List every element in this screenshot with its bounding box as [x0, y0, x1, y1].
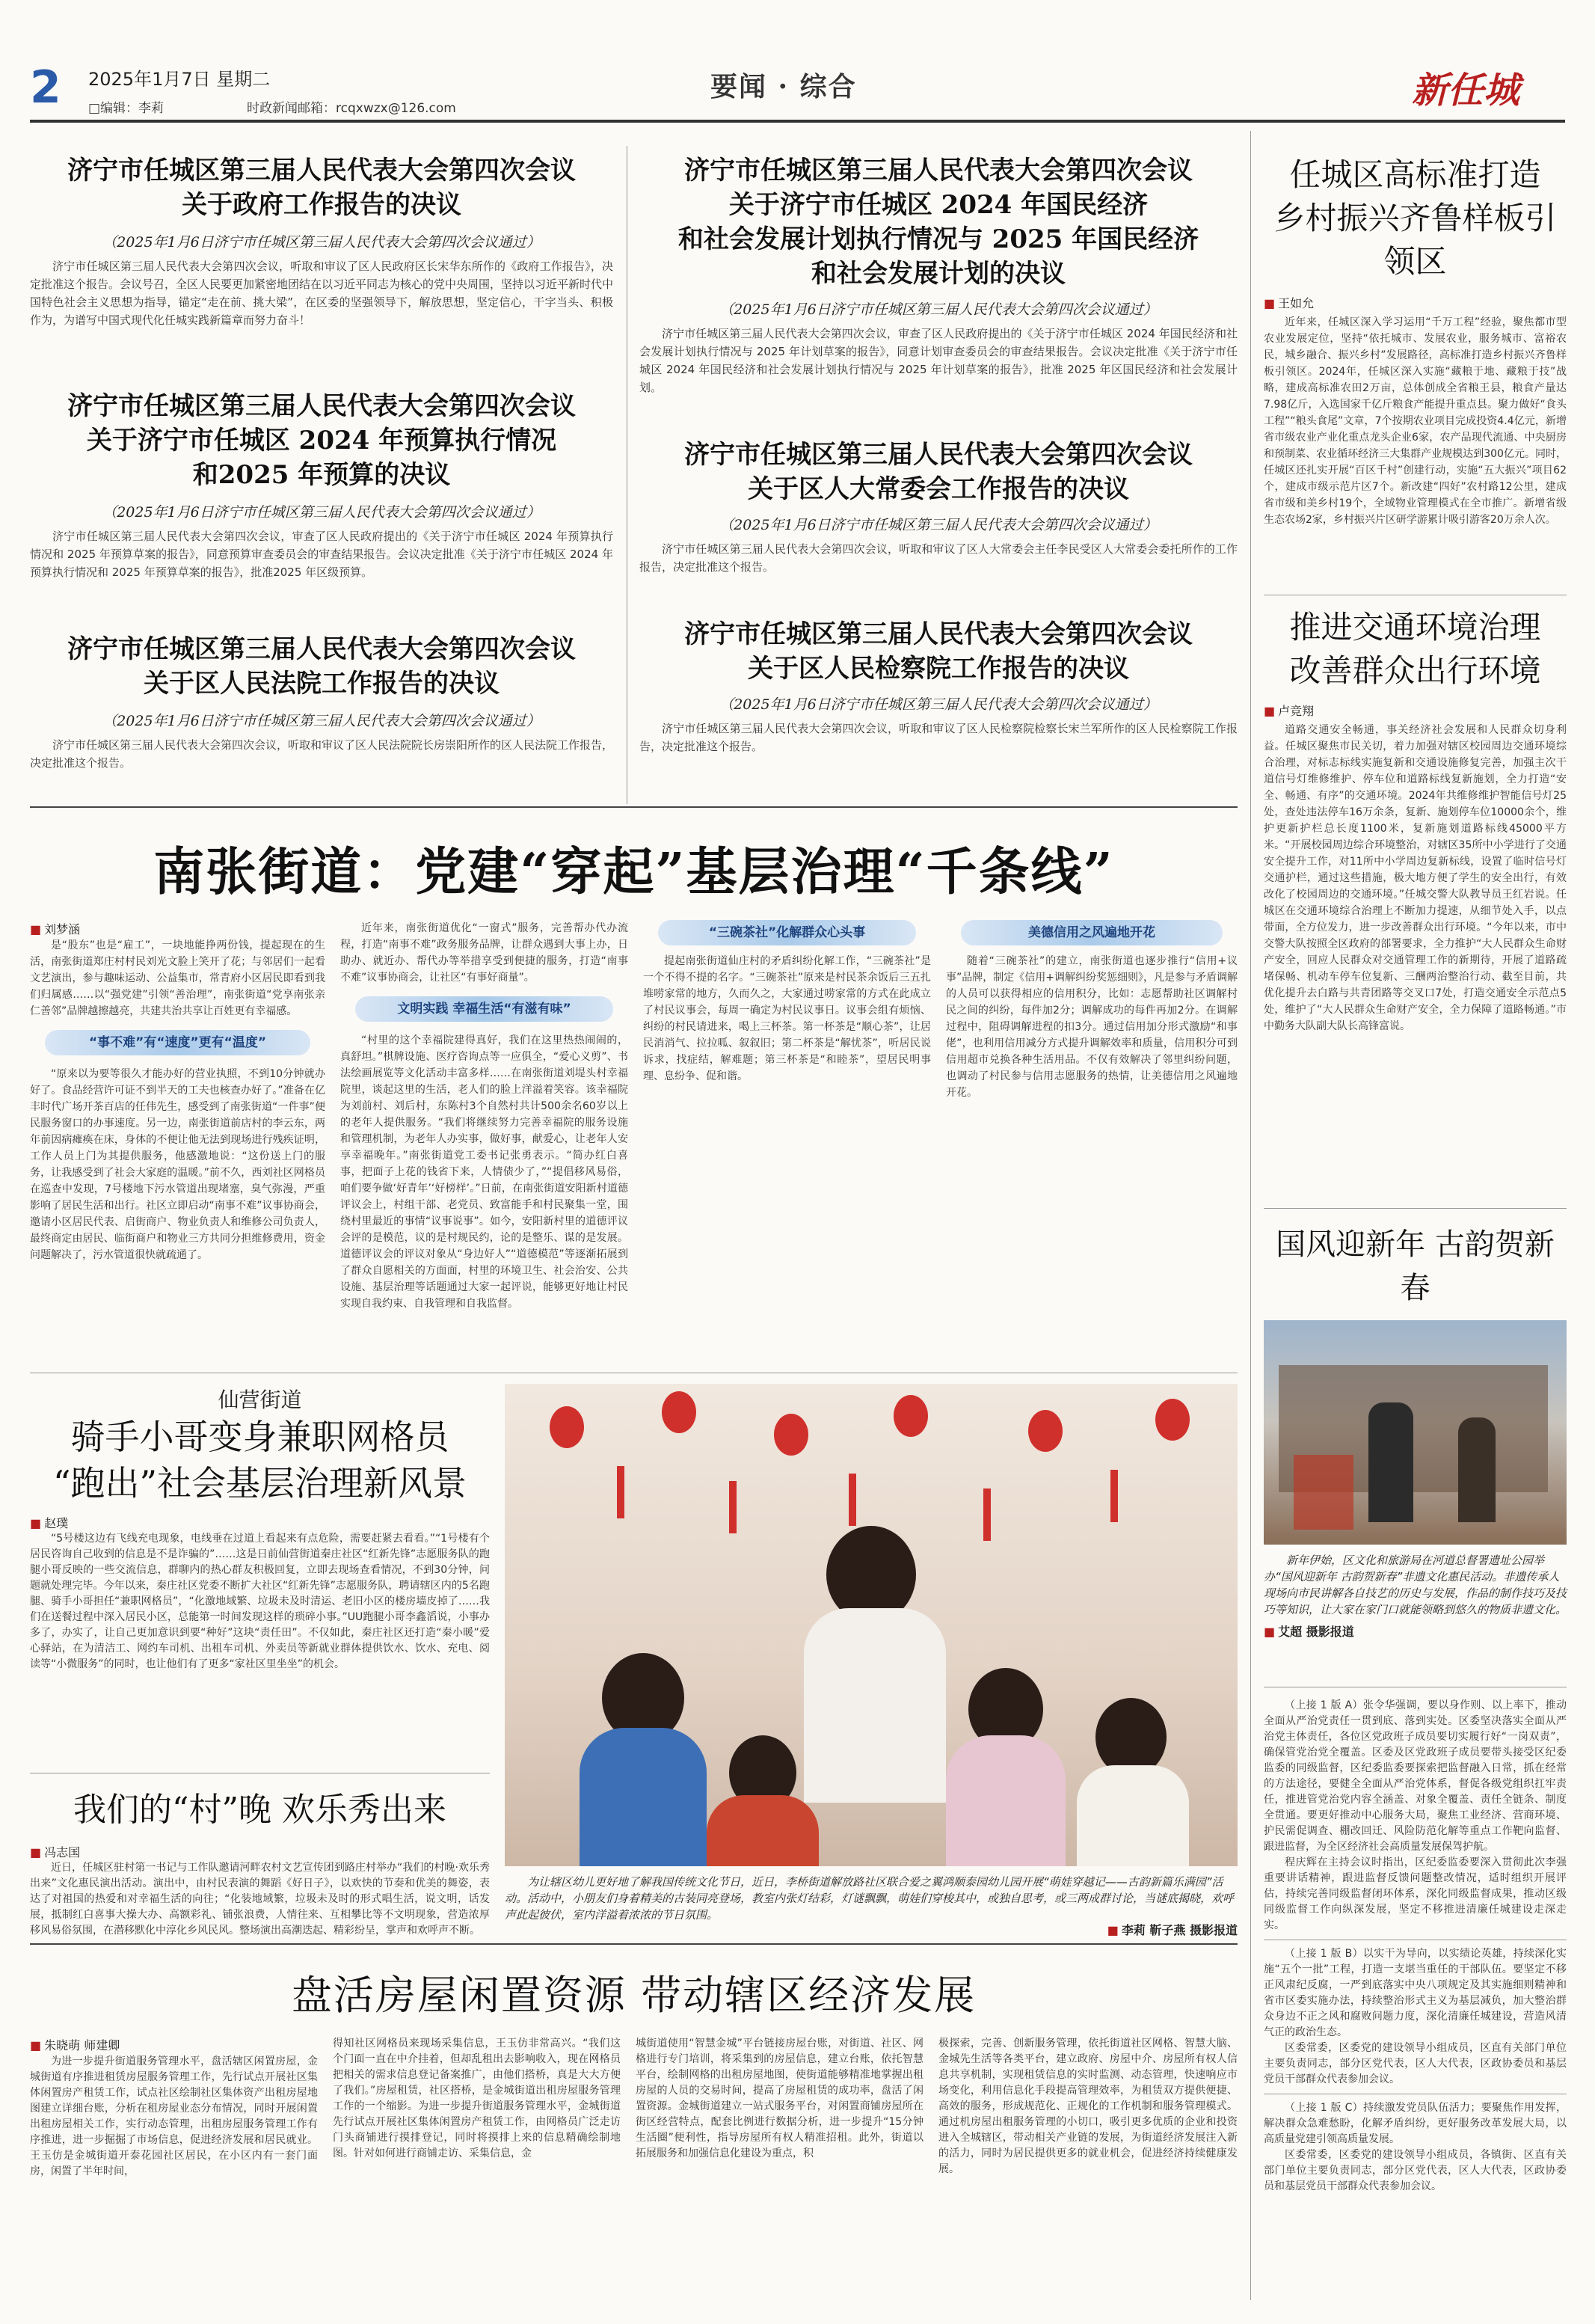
- resolution-body: 济宁市任城区第三届人民代表大会第四次会议，听取和审议了区人大常委会主任李民受区人大常委会委托所作的工作报告，决定批准这个报告。: [639, 542, 1238, 574]
- resolution-date: （2025年1月6日济宁市任城区第三届人民代表大会第四次会议通过）: [719, 301, 1158, 318]
- continued-para: 区委常委，区委党的建设领导小组成员，区直有关部门单位主要负责同志，部分区党代表，区人大代表，区政协委员和基层党员干部群众代表参加会议。: [1264, 2042, 1567, 2085]
- resolution-body: 济宁市任城区第三届人民代表大会第四次会议，审查了区人民政府提出的《关于济宁市任城区 2024 年国民经济和社会发展计划执行情况与 2025 年计划草案的报告》，同意计划审查委员会的审查结果报告。会议决定批准《关于济宁市任城区 2024 年国民经济和社会发展计划执行情况与 2025 年计划草案的报告》，批准 2025 年区国民经济和社会发展计划。: [639, 327, 1238, 394]
- story-divider: [30, 1943, 1238, 1945]
- side-story-rural: [1264, 153, 1567, 528]
- resolution-budget: [30, 389, 613, 581]
- story-headline: 骑手小哥变身兼职网格员: [70, 1417, 449, 1457]
- side-headline: 改善群众出行环境: [1289, 652, 1541, 689]
- feature-subhead: “事不难”有“速度”更有“温度”: [45, 1030, 310, 1055]
- section-title: 要闻 · 综合: [710, 71, 857, 102]
- resolution-procuratorate: [639, 617, 1238, 755]
- resolution-date: （2025年1月6日济宁市任城区第三届人民代表大会第四次会议通过）: [719, 696, 1158, 713]
- side-divider: [1264, 1208, 1567, 1209]
- author: ■ 卢竞翔: [1264, 702, 1567, 719]
- story-body: “5号楼这边有飞线充电现象，电线垂在过道上看起来有点危险，需要赶紧去看看。”“1号楼有个居民咨询自己收到的信息是不是诈骗的”……这是日前仙营街道秦庄社区“红新先锋”志愿服务队的跑腿小哥反映的一些交流信息，群聊内的热心群友积极回复，立即去现场查看情况，不到30分钟，问题就处理完毕。今年以来，秦庄社区党委不断扩大社区“红新先锋”志愿服务队，聘请辖区内的5名跑腿、骑手小哥担任“兼职网格员”，“化激地域繁、垃圾未及时清运、老旧小区的楼房墙皮掉了……我们在送餐过程中深入居民小区，总能第一时间发现这样的琐碎小事。”UU跑腿小哥李鑫滔说，小事办多了，办实了，让自己更加意识到要“种好”这块“责任田”。不仅如此，秦庄社区还打造“秦小暖”爱心驿站，在为清洁工、网约车司机、出租车司机、外卖员等新就业群体提供饮水、饮水、充电、阅读等“小微服务”的同时，也让他们有了更多“家社区里坐坐”的机会。: [30, 1533, 490, 1670]
- story-body: 近日，任城区驻村第一书记与工作队邀请河畔农村文艺宣传团到路庄村举办“我们的村晚·欢乐秀出来”文化惠民演出活动。演出中，由村民表演的舞蹈《好日子》，以欢快的节奏和优美的舞姿，表达了对祖国的热爱和对幸福生活的向往；“化装地域繁，垃圾未及时的形式唱生活，说文明，话发展，抵制红白喜事大操大办、高额彩礼、铺张浪费，人情往来、互相攀比等不文明现象，营造浓厚移风易俗氛围，在潜移默化中淳化乡风民风。整场演出高潮迭起、精彩纷呈，掌声和欢呼声不断。: [30, 1862, 490, 1937]
- author: ■ 冯志国: [30, 1843, 490, 1860]
- resolution-gov-report: [30, 153, 613, 329]
- photo-caption: 新年伊始，区文化和旅游局在河道总督署遗址公园举办“国风迎新年 古韵贺新春”非遗文化惠民活动。非遗传承人现场向市民讲解各自技艺的历史与发展，作品的制作技巧及技巧等知识，让大家在家门口就能领略到悠久的物质非遗文化。: [1264, 1554, 1567, 1616]
- resolution-standing-committee: [639, 438, 1238, 576]
- feature-col-3: [643, 920, 931, 1085]
- resolution-title: 和社会发展计划的决议: [811, 259, 1066, 289]
- page-number: 2: [30, 61, 61, 114]
- resolution-title: 关于区人民法院工作报告的决议: [144, 669, 500, 699]
- side-story-newyear: [1264, 1223, 1567, 1640]
- story-col: 城街道使用“智慧金城”平台链接房屋台账，对街道、社区、网格进行专门培训，将采集到的房屋信息，建立台账，依托智慧平台，绘制网格的出租房屋地图，使街道能够精准地掌握出租房屋的人员的交易时间，提高了房屋租赁的成功率，盘活了闲置资源。金城街道建立一站式服务平台，对闲置商铺房屋所在街区经营特点，配套比例进行数据分析，进一步提升“15分钟生活圈”便利性，指导房屋所有权人精准招租。此外，街道以拓展服务和加强信息化建设为重点，积: [636, 2038, 923, 2159]
- resolution-title: 济宁市任城区第三届人民代表大会第四次会议: [67, 391, 576, 421]
- story-headline: 盘活房屋闲置资源 带动辖区经济发展: [291, 1972, 977, 2019]
- author: ■ 刘梦涵: [30, 920, 325, 937]
- story-col: 得知社区网格员来现场采集信息，王玉仿非常高兴。“我们这个门面一直在中介挂着，但却乱租出去影响收入，现在网格员把相关的需求信息登记备案推广，由他们搭桥，真是大大方便了我们。”房屋租赁，社区搭桥，是金城街道出租房屋服务管理工作的一个缩影。为进一步提升街道服务管理水平，金城街道先行试点开展社区集体闲置房产租赁工作，由网格员广泛走访门头商铺进行摸排登记，同时将摸排上来的信息精确绘制地图。针对如何进行商铺走访、采集信息，金: [333, 2038, 621, 2159]
- story-rider: [30, 1384, 490, 1673]
- resolution-title: 和2025 年预算的决议: [192, 460, 451, 490]
- feature-para: 提起南张街道仙庄村的矛盾纠纷化解工作，“三碗茶社”是一个不得不提的名字。“三碗茶社”原来是村民茶余饭后三五扎堆唠家常的地方，久而久之，大家通过唠家常的方式在此成立了村民议事会，每周一确定为村民议事日。议事会组有烦恼、纠纷的村民请进来，喝上三杯茶。第一杯茶是“顺心茶”，让居民消消气、拉拉呱、叙叙旧；第二杯茶是“解忧茶”，听居民说诉求，找症结，解难题；第三杯茶是“和睦茶”，望居民明事理、息纷争、促和谐。: [643, 955, 931, 1082]
- side-story-traffic: [1264, 606, 1567, 1034]
- issue-date: 2025年1月7日 星期二: [88, 69, 271, 90]
- resolution-title: 关于政府工作报告的决议: [182, 190, 461, 220]
- resolution-title: 济宁市任城区第三届人民代表大会第四次会议: [684, 156, 1193, 186]
- resolution-body: 济宁市任城区第三届人民代表大会第四次会议，审查了区人民政府提出的《关于济宁市任城区 2024 年预算执行情况和 2025 年预算草案的报告》，同意预算审查委员会的审查结果报告。会议决定批准《关于济宁市任城区 2024 年预算执行情况和 2025 年预算草案的报告》，批准2025 年区级预算。: [30, 530, 613, 579]
- resolution-title: 济宁市任城区第三届人民代表大会第四次会议: [684, 619, 1193, 649]
- resolution-date: （2025年1月6日济宁市任城区第三届人民代表大会第四次会议通过）: [102, 713, 541, 729]
- story-headline: 我们的“村”晚 欢乐秀出来: [73, 1791, 446, 1829]
- photo-caption: 为让辖区幼儿更好地了解我国传统文化节日，近日，李桥街道解放路社区联合爱之翼鸿顺泰园幼儿园开展“萌娃穿越记——古韵新篇乐满园”活动。活动中，小朋友们身着精美的古装同亮登场，教室内张灯结彩，灯谜飘飘，萌娃们穿梭其中，或独自思考，或三两成群讨论，当谜底揭晓，欢呼声此起彼伏，室内洋溢着浓浓的节日氛围。: [505, 1875, 1235, 1922]
- newyear-photo: [1264, 1320, 1567, 1545]
- side-headline: 国风迎新年 古韵贺新春: [1276, 1227, 1555, 1305]
- continued-para: （上接 1 版 A）张令华强调，要以身作则、以上率下，推动全面从严治党责任一贯到底、落到实处。区委坚决落实全面从严治党主体责任，各位区党政班子成员要切实履行好“一岗双责”，确保管党治党全覆盖。区委及区党政班子成员要带头接受区纪委监委的同级监督，区纪委监委要探索把监督融入日常，抓在经常的方法途径，要健全全面从严治党体系，督促各级党组织扛牢责任，推进管党治党内容全涵盖、对象全覆盖、责任全链条、制度全贯通。要更好推动中心服务大局，聚焦工业经济、营商环境、护民需促调查、棚改回迁、风险防范化解等重点工作靶向监督、跟进监督，为全区经济社会高质量发展保驾护航。: [1264, 1699, 1567, 1853]
- feature-para: “原来以为要等很久才能办好的营业执照，不到10分钟就办好了。食品经营许可证不到半天的工夫也核查办好了。”准备在亿丰时代广场开茶百店的任伟先生，感受到了南张街道“一件事”便民服务窗口的办事速度。另一边，南张街道前店村的李云东，两年前因病瘫痪在床，身体的不便让他无法到现场进行残疾证明，工作人员上门为其提供服务，他感激地说：“这份送上门的服务，让我感受到了社会大家庭的温暖。”前不久，西刘社区网格员在巡查中发现，7号楼地下污水管道出现堵塞，臭气弥漫，严重影响了居民生活和出行。社区立即启动“南事不难”议事协商会，邀请小区居民代表、启街商户、物业负责人和维修公司负责人，最终商定由居民、临街商户和物业三方共同分担维修费用，资金问题解决了，污水管道很快就疏通了。: [30, 1068, 325, 1261]
- feature-headline: 南张街道：党建“穿起”基层治理“千条线”: [153, 842, 1114, 902]
- photo-credit: ■ 艾超 摄影报道: [1264, 1622, 1567, 1640]
- kids-activity-photo: [505, 1384, 1238, 1866]
- story-kicker: 仙营街道: [218, 1388, 302, 1412]
- feature-subhead: 美德信用之风遍地开花: [961, 920, 1223, 945]
- story-headline: “跑出”社会基层治理新风景: [52, 1463, 467, 1503]
- resolution-title: 关于区人民检察院工作报告的决议: [748, 654, 1129, 684]
- resolution-title: 关于济宁市任城区 2024 年预算执行情况: [86, 426, 557, 456]
- resolution-date: （2025年1月6日济宁市任城区第三届人民代表大会第四次会议通过）: [102, 234, 541, 251]
- continued-para: 程庆辉在主持会议时指出，区纪委监委要深入贯彻此次李强重要讲话精神，跟进监督反馈问题整改情况，适时组织开展评估，持续完善同级监督闭环体系，深化同级监督成果，推动区级同级监督工作向纵深发展，坚定不移推进清廉任城建设走深走实。: [1264, 1857, 1567, 1931]
- resolution-economic-plan: [639, 153, 1238, 396]
- story-col: 极探索，完善、创新服务管理，依托街道社区网格、智慧大脑、金城先生活等各类平台，建立政府、房屋中介、房屋所有权人信息共享机制，实现租赁信息的实时监测、动态管理，快速响应市场变化，利用信息化手段提高管理效率，为租赁双方提供便捷、高效的服务，形成规范化、正规化的工作机制和服务管理模式。通过机房屋出租服务管理的小切口，吸引更多优质的企业和投资进入全城辖区，带动相关产业链的发展，为街道经济发展注入新的活力，同时为居民提供更多的就业机会，促进经济持续健康发展。: [938, 2038, 1238, 2175]
- feature-col-2: [340, 920, 628, 1312]
- resolution-title: 济宁市任城区第三届人民代表大会第四次会议: [67, 156, 576, 186]
- resolution-date: （2025年1月6日济宁市任城区第三届人民代表大会第四次会议通过）: [102, 504, 541, 521]
- author: ■ 王如允: [1264, 294, 1567, 311]
- continued-para: （上接 1 版 B）以实干为导向，以实绩论英雄，持续深化实施“五个一批”工程，打造一支堪当重任的干部队伍。要坚定不移正风肃纪反腐，一严到底落实中央八项规定及其实施细则精神和省市区委实施办法，持续整治形式主义为基层减负，加大整治群众身边不正之风和腐败问题力度，深化清廉任城建设，营造风清气正的政治生态。: [1264, 1948, 1567, 2038]
- resolution-title: 关于济宁市任城区 2024 年国民经济: [728, 190, 1149, 220]
- author: ■ 朱晓萌 师建卿: [30, 2036, 120, 2053]
- feature-rule: [30, 806, 1238, 808]
- photo-credit: ■ 李莉 靳子燕 摄影报道: [1069, 1921, 1238, 1938]
- side-headline: 任城区高标准打造: [1289, 156, 1541, 193]
- story-village-gala: [30, 1788, 490, 1939]
- side-body: 道路交通安全畅通，事关经济社会发展和人民群众切身利益。任城区聚焦市民关切，着力加强对辖区校园周边交通环境综合治理，对标志标线实施复新和交通设施修复完善，加强主次干道信号灯维修维护、停车位和道路标线复新施划，全力打造“安全、畅通、有序”的交通环境。2024年共维修维护智能信号灯25处，查处违法停车16万余条，复新、施划停车位10000余个，维护更新护栏总长度1100米，复新施划道路标线45000平方米。“开展校园周边综合环境整治，对辖区35所中小学进行了交通安全提升工作，对11所中小学周边复新标线，设置了临时信号灯交通护栏，通过这些措施，极大地方便了学生的安全出行，有效改化了校园周边的交通环境。”任城交警大队教导员王红岩说。任城区在交通环境综合治理上不断加力提速，从细节处入手，以点带面，全方位发力，进一步改善群众出行环境。“今年以来，市中交警大队按照全区政府的部署要求，全力推护“大人民群众生命财产安全，回应人民群众对交通管理工作的新期待，开展了道路疏堵保畅、机动车停车位复新、三酬两治整治行动、截至目前，共优化提升去白路与共青团路等交叉口7处，打造交通安全示范点5处，维护了“大人民群众生命财产安全，全力保障了道路畅通。”市中勤务大队副大队长高锋富说。: [1264, 724, 1567, 1032]
- feature-subhead: 文明实践 幸福生活“有滋有味”: [355, 996, 613, 1022]
- feature-subhead: “三碗茶社”化解群众心头事: [658, 920, 916, 945]
- resolution-title: 济宁市任城区第三届人民代表大会第四次会议: [684, 440, 1193, 470]
- resolution-title: 关于区人大常委会工作报告的决议: [748, 474, 1129, 504]
- resolution-body: 济宁市任城区第三届人民代表大会第四次会议，听取和审议了区人民检察院检察长宋兰军所作的区人民检察院工作报告，决定批准这个报告。: [639, 722, 1238, 753]
- feature-para: “村里的这个幸福院建得真好，我们在这里热热闹闹的，真舒坦。”棋牌设施、医疗咨询点等一应俱全，“爱心义剪”、书法绘画展览等文化活动丰富多样……在南张街道刘堤头村幸福院里，谈起这里的生活，老人们的脸上洋溢着笑容。该幸福院为刘前村、刘后村，东陈村3个自然村共计500余名60岁以上的老年人提供服务。“我们将继续努力完善幸福院的服务设施和管理机制，为老年人办实事，做好事，献爱心，让老年人安享幸福晚年。”南张街道党工委书记张勇表示。“简办红白喜事，把面子上花的钱省下来，人情债少了，”“提倡移风易俗，咱们要争做‘好青年’‘好榜样’。”日前，在南张街道安阳新村道德评议会上，村组干部、老党员、致富能手和村民聚集一堂，围绕村里最近的事情“议事说事”。如今，安阳新村里的道德评议会评的是模范，议的是村规民约，论的是整乐、谋的是发展。道德评议会的评议对象从“身边好人”“道德模范”等逐渐拓展到了群众自愿相关的方面面，村里的环境卫生、社会治安、公共设施、基层治理等话题通过大家一起评说，能够更好地让村民实现自我约束、自我管理和自我监督。: [340, 1034, 628, 1310]
- author: ■ 赵璞: [30, 1514, 490, 1531]
- resolution-title: 和社会发展计划执行情况与 2025 年国民经济: [677, 224, 1199, 254]
- masthead-rule: [30, 120, 1565, 123]
- story-col: 为进一步提升街道服务管理水平，盘活辖区闲置房屋，金城街道有序推进租赁房屋服务管理工作，先行试点开展社区集体闲置房产租赁工作，试点社区绘制社区集体资产出租房屋地图建立详细台账，分析在租房屋业态分布情况，同时开展闲置出租房屋相关工作，实行动态管理，出租房屋服务管理工作有序推进，进一步掘掘了市场信息，促进经济发展和居民就业。王玉仿是金城街道开泰花园社区居民，在小区内有一套门面房，闲置了半年时间，: [30, 2055, 318, 2177]
- resolution-title: 济宁市任城区第三届人民代表大会第四次会议: [67, 634, 576, 664]
- resolution-body: 济宁市任城区第三届人民代表大会第四次会议，听取和审议了区人民政府区长宋华东所作的《政府工作报告》，决定批准这个报告。会议号召，全区人民要更加紧密地团结在以习近平同志为核心的党中央周围，坚持以习近平新时代中国特色社会主义思想为指导，锚定“走在前、挑大梁”，在区委的坚强领导下，解放思想，坚定信心，干字当头、积极作为，为谱写中国式现代化任城实践新篇章而努力奋斗！: [30, 260, 614, 327]
- continued-para: （上接 1 版 C）持续激发党员队伍活力；要聚焦作用发挥，解决群众急难愁盼，化解矛盾纠纷，更好服务改革发展大局，以高质量党建引领高质量发展。: [1264, 2102, 1567, 2145]
- side-body: 近年来，任城区深入学习运用“千万工程”经验，聚焦都市型农业发展定位，坚持“依托城市、发展农业，服务城市、富裕农民，城乡融合、振兴乡村”发展路径，高标准打造乡村振兴齐鲁样板引领区。2024年，任城区深入实施“藏粮于地、藏粮于技”战略，建成高标准农田2万亩，总体创成全省粮王县，粮食产量达7.98亿斤，入选国家千亿斤粮食产能提升重点县。聚力做好“食头工程”“粮头食尾”文章，7个按期农业项目完成投资4.4亿元，新增省市级农业产业化重点龙头企业6家，农产品现代流通、中央厨房和预制菜、农业循环经济三大集群产业规模达到300亿元。同时，任城区还扎实开展“百区千村”创建行动，实施“五大振兴”项目62个，建成市级示范片区7个。新改建“四好”农村路12公里，建成省市级和美乡村19个，全域物业管理模式在全市推广。新增省级生态农场2家，乡村振兴片区研学游累计吸引游客20万余人次。: [1264, 316, 1567, 526]
- continued-para: 区委常委，区委党的建设领导小组成员，各镇街、区直有关部门单位主要负责同志，部分区党代表，区人大代表，区政协委员和基层党员干部群众代表参加会议。: [1264, 2149, 1567, 2192]
- resolution-court: [30, 632, 613, 772]
- resolution-body: 济宁市任城区第三届人民代表大会第四次会议，听取和审议了区人民法院院长房崇阳所作的区人民法院工作报告，决定批准这个报告。: [30, 738, 614, 770]
- editor-credit: □编辑：李莉: [88, 101, 165, 116]
- feature-para: 近年来，南张街道优化“一窗式”服务，完善帮办代办流程，打造“南事不难”政务服务品牌，让群众遇到大事上办，日助办、就近办、帮代办等举措享受到便捷的服务，打造“南事不难”议事协商会，让社区“有事好商量”。: [340, 922, 628, 984]
- side-headline: 推进交通环境治理: [1289, 609, 1541, 646]
- newspaper-logo: 新任城: [1412, 70, 1520, 111]
- feature-col-1: [30, 920, 325, 1263]
- resolution-date: （2025年1月6日济宁市任城区第三届人民代表大会第四次会议通过）: [719, 517, 1158, 533]
- right-column-divider: [1250, 131, 1251, 2300]
- side-continued: [1264, 1698, 1567, 2195]
- feature-para: 是“股东”也是“雇工”，一块地能挣两份钱，提起现在的生活，南张街道郑庄村村民刘光文脸上笑开了花；与邻居们一起看文艺演出，参与趣味运动、公益集市，常青府小区居民即看到我们归属感……以“强党建”引领“善治理”，南张街道“党享南张亲仁善邻”品牌越擦越亮，共建共治共享让百姓更有幸福感。: [30, 939, 325, 1017]
- news-email: 时政新闻邮箱：rcqxwzx@126.com: [247, 101, 456, 116]
- feature-para: 随着“三碗茶社”的建立，南张街道也逐步推行“信用+议事”品牌，制定《信用+调解纠纷奖惩细则》，凡是参与矛盾调解的人员可以获得相应的信用积分，比如：志愿帮助社区调解村民之间的纠纷，每件加2分；调解成功的每件再加2分。在调解过程中，阻碍调解进程的扣3分。通过信用加分形式激励“和事佬”，也利用信用减分方式提升调解效率和质量，信用积分可到信用超市兑换各种生活用品。不仅有效解决了邻里纠纷问题，也调动了村民参与信用志愿服务的热情，让美德信用之风遍地开花。: [946, 955, 1238, 1099]
- side-headline: 乡村振兴齐鲁样板引领区: [1273, 200, 1557, 280]
- feature-col-4: [946, 920, 1238, 1101]
